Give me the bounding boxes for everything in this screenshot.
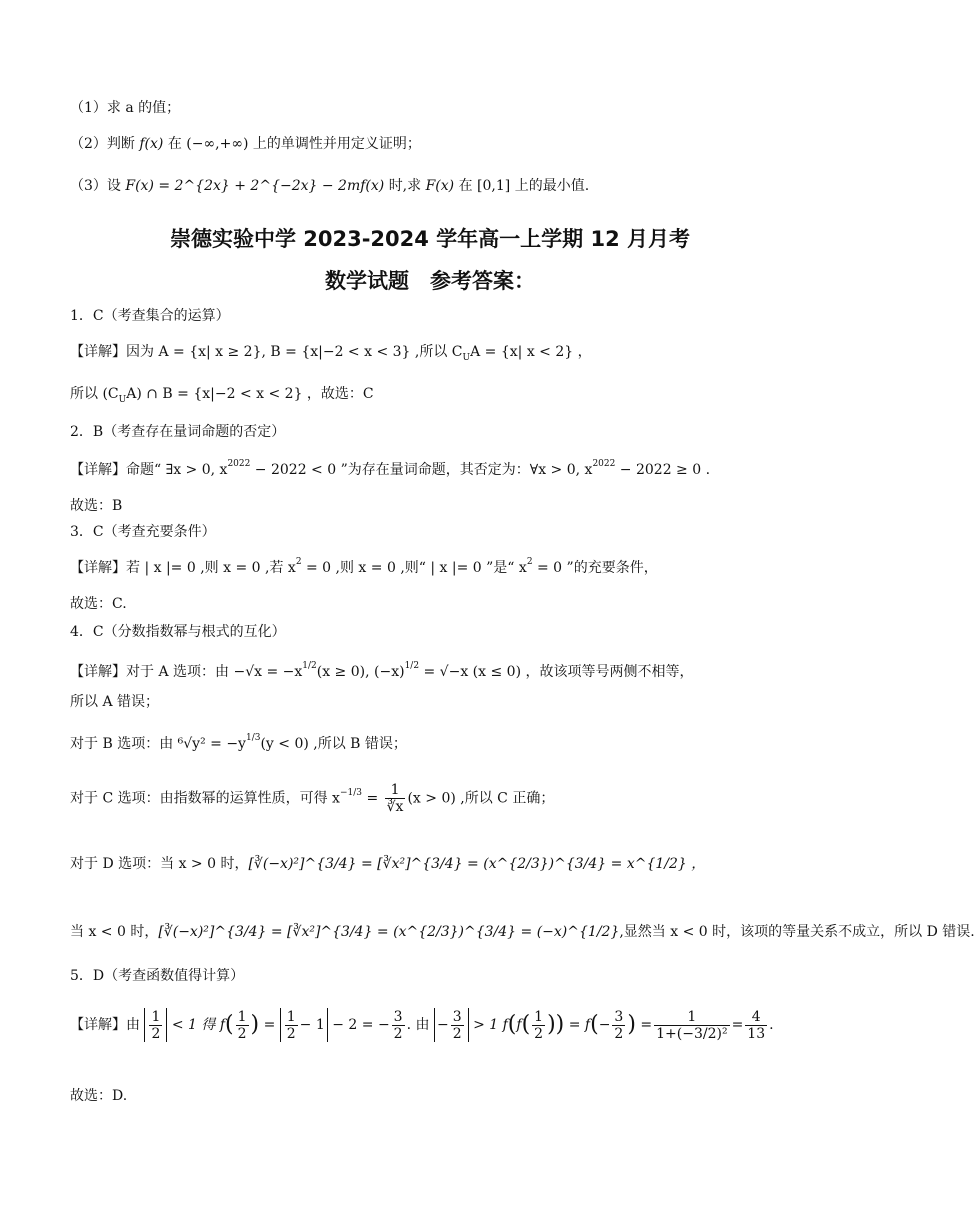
q3-prefix: （3）设 [70, 178, 121, 194]
fraction [385, 782, 406, 815]
a1-line2b: A) ∩ B = {x|−2 < x < 2} ，故选：C [126, 386, 374, 402]
denominator: 2 [452, 1025, 462, 1042]
q3-suffix: 上的最小值. [514, 178, 590, 194]
problem-q3 [70, 176, 820, 196]
a4-b-b: (y < 0) ,所以 B 错误； [260, 736, 407, 752]
answer-4-option-d [70, 854, 820, 874]
detail-label: 【详解】 [70, 344, 126, 360]
a1-line1-end: A = {x| x < 2} ， [470, 344, 592, 360]
a5-k: . [769, 1017, 774, 1033]
a4-c-a: 对于 C 选项：由指数幂的运算性质，可得 x [70, 790, 340, 807]
a5-i: = [640, 1017, 653, 1033]
fraction [532, 1009, 545, 1042]
answer-4-option-b [70, 734, 820, 754]
answer-3-choice: 故选：C. [70, 596, 127, 612]
exponent: −1/3 [339, 787, 362, 798]
exponent: 2 [295, 557, 302, 568]
exponent: 2022 [227, 459, 251, 470]
fraction [236, 1009, 249, 1042]
q2-prefix: （2）判断 [70, 136, 135, 152]
a3-line1a: 若 | x |= 0 ,则 x = 0 ,若 x [126, 560, 296, 576]
denominator: 1+(−3/2)² [656, 1025, 728, 1042]
q3-in: 在 [458, 178, 473, 194]
paren: ( [225, 1012, 234, 1037]
a3-line1b: = 0 ,则 x = 0 ,则“ | x |= 0 ”是“ x [301, 560, 527, 576]
a5-f: . 由 [406, 1017, 430, 1033]
abs-value [280, 1008, 328, 1042]
a5-d: − 1 [299, 1017, 325, 1033]
a5-e: − 2 = − [332, 1017, 390, 1033]
exponent: 1/3 [245, 733, 261, 744]
problem-q1: （1）求 a 的值； [70, 100, 181, 116]
answer-4-option-a-2: 所以 A 错误； [70, 694, 160, 710]
detail-label: 【详解】 [70, 664, 126, 680]
a4-b-a: 对于 B 选项：由 ⁶√y² = −y [70, 736, 246, 752]
page-subtitle: 数学试题 参考答案： [325, 269, 535, 293]
page-title: 崇德实验中学 2023-2024 学年高一上学期 12 月月考 [169, 227, 691, 251]
q3-formula: F(x) = 2^{2x} + 2^{−2x} − 2mf(x) [125, 178, 385, 194]
paren: ( [507, 1012, 517, 1037]
paren: ) [627, 1012, 636, 1037]
q2-suffix: 上的单调性并用定义证明； [252, 136, 421, 152]
numerator: 3 [393, 1008, 403, 1025]
a5-b: < 1 得 f [171, 1017, 225, 1033]
denominator: 2 [393, 1025, 403, 1042]
a4-e-b: ,显然当 x < 0 时，该项的等量关系不成立，所以 D 错误. [619, 924, 975, 940]
answer-3-detail [70, 558, 820, 578]
answer-5-heading: 5．D（考查函数值得计算） [70, 968, 245, 984]
detail-label: 【详解】 [70, 462, 126, 478]
numerator: 3 [452, 1008, 462, 1025]
paren: ( [521, 1012, 531, 1037]
a4-c-b: (x > 0) ,所以 C 正确； [407, 790, 555, 807]
a5-g: > 1 f [473, 1017, 508, 1033]
detail-label: 【详解】 [70, 1017, 126, 1033]
a4-line1b: (x ≥ 0), (−x) [316, 664, 405, 680]
a4-e-a: 当 x < 0 时， [70, 924, 159, 940]
complement-subscript: U [118, 394, 127, 405]
denominator: 2 [534, 1025, 544, 1042]
exponent: 2022 [592, 459, 616, 470]
paren: )) [547, 1012, 565, 1037]
answer-4-heading: 4．C（分数指数幂与根式的互化） [70, 624, 286, 640]
fraction [285, 1009, 298, 1042]
numerator: 1 [385, 782, 406, 799]
answer-5-detail: 【详解】由 $\frac{1}{2}$ < 1 得 f( $\frac{1}{2}$ ) = $\frac{1}{2}$ − 1 − 2 = − $\frac{3}{2}$ . 由 − $\frac{3}{2}$ > 1 f(f( $\frac{1}{2}$ )) = f(− $\frac{3}{2}$ ) = $\frac{1}{\text{1+(−3/2)²}}$ = $\frac{4}{13}$ . [70, 1008, 774, 1042]
answer-2-choice: 故选：B [70, 498, 123, 514]
a5-a: 由 [126, 1017, 140, 1033]
detail-label: 【详解】 [70, 560, 126, 576]
answer-4-option-d-2 [70, 922, 975, 942]
a4-d-a: 对于 D 选项：当 x > 0 时， [70, 856, 249, 872]
numerator: 3 [614, 1008, 624, 1025]
a5-j: = [731, 1017, 744, 1033]
a4-e-expr: [∛(−x)²]^{3/4} = [∛x²]^{3/4} = (x^{2/3})^{3/4} = (−x)^{1/2} [158, 924, 620, 940]
answer-2-heading: 2．B（考查存在量词命题的否定） [70, 424, 286, 440]
abs-value: − $\frac{3}{2}$ [434, 1008, 469, 1042]
exponent: 2 [526, 557, 533, 568]
denominator: 2 [151, 1025, 161, 1042]
a4-line1a: 对于 A 选项：由 −√x = −x [126, 664, 303, 680]
answer-4-option-c: 对于 C 选项：由指数幂的运算性质，可得 $x^{-1/3}$ = $\frac{1}{∛x}$ (x > 0) ,所以 C 正确； [70, 782, 555, 815]
a4-line1c: = √−x (x ≤ 0) ，故该项等号两侧不相等， [419, 664, 694, 680]
numerator: 1 [151, 1008, 161, 1025]
a2-line1c: − 2022 ≥ 0 . [615, 462, 711, 478]
fraction [392, 1009, 405, 1042]
numerator: 1 [534, 1008, 544, 1025]
q3-mid: 时,求 [388, 178, 422, 194]
a1-line1: 因为 A = {x| x ≥ 2}, B = {x|−2 < x < 3} ,所以 C [126, 344, 463, 360]
paren: ) [250, 1012, 260, 1037]
denominator: 2 [237, 1025, 247, 1042]
numerator: 1 [654, 1009, 729, 1026]
complement-subscript: U [462, 352, 471, 363]
denominator: 13 [747, 1025, 766, 1042]
denominator: 2 [286, 1025, 296, 1042]
a5-c: = [263, 1017, 276, 1033]
answer-1-heading: 1．C（考查集合的运算） [70, 308, 230, 324]
fraction [612, 1009, 625, 1042]
q3-Fx: F(x) [425, 178, 455, 194]
abs-value [144, 1008, 167, 1042]
q3-interval: [0,1] [477, 178, 511, 194]
a5-h: = f [568, 1017, 591, 1033]
a2-line1b: − 2022 < 0 ”为存在量词命题，其否定为：∀x > 0, x [250, 462, 593, 478]
exponent: 1/2 [302, 661, 317, 672]
fraction [654, 1009, 729, 1042]
denominator: 2 [614, 1025, 624, 1042]
a3-line1c: = 0 ”的充要条件， [532, 560, 658, 576]
numerator: 4 [745, 1009, 767, 1026]
fraction [149, 1009, 162, 1042]
numerator: 1 [237, 1008, 247, 1025]
problem-q2 [70, 134, 820, 154]
q2-interval: (−∞,+∞) [186, 136, 249, 152]
fraction [745, 1009, 767, 1042]
fraction [451, 1009, 464, 1042]
a4-d-expr: [∛(−x)²]^{3/4} = [∛x²]^{3/4} = (x^{2/3})^{3/4} = x^{1/2} ， [248, 856, 706, 872]
a1-line2a: 所以 (C [70, 386, 119, 402]
q2-mid: 在 [167, 136, 182, 152]
paren: ( [590, 1012, 599, 1037]
q2-fx: f(x) [139, 136, 164, 152]
answer-1-detail-2 [70, 384, 820, 404]
answer-4-option-a [70, 662, 820, 682]
answer-1-detail [70, 342, 820, 362]
exponent: 1/2 [404, 661, 420, 672]
answer-5-choice: 故选：D. [70, 1088, 128, 1104]
numerator: 1 [286, 1008, 296, 1025]
answer-3-heading: 3．C（考查充要条件） [70, 524, 216, 540]
a2-line1a: 命题“ ∃x > 0, x [126, 462, 228, 478]
answer-2-detail [70, 460, 820, 480]
denominator: ∛x [386, 799, 404, 815]
